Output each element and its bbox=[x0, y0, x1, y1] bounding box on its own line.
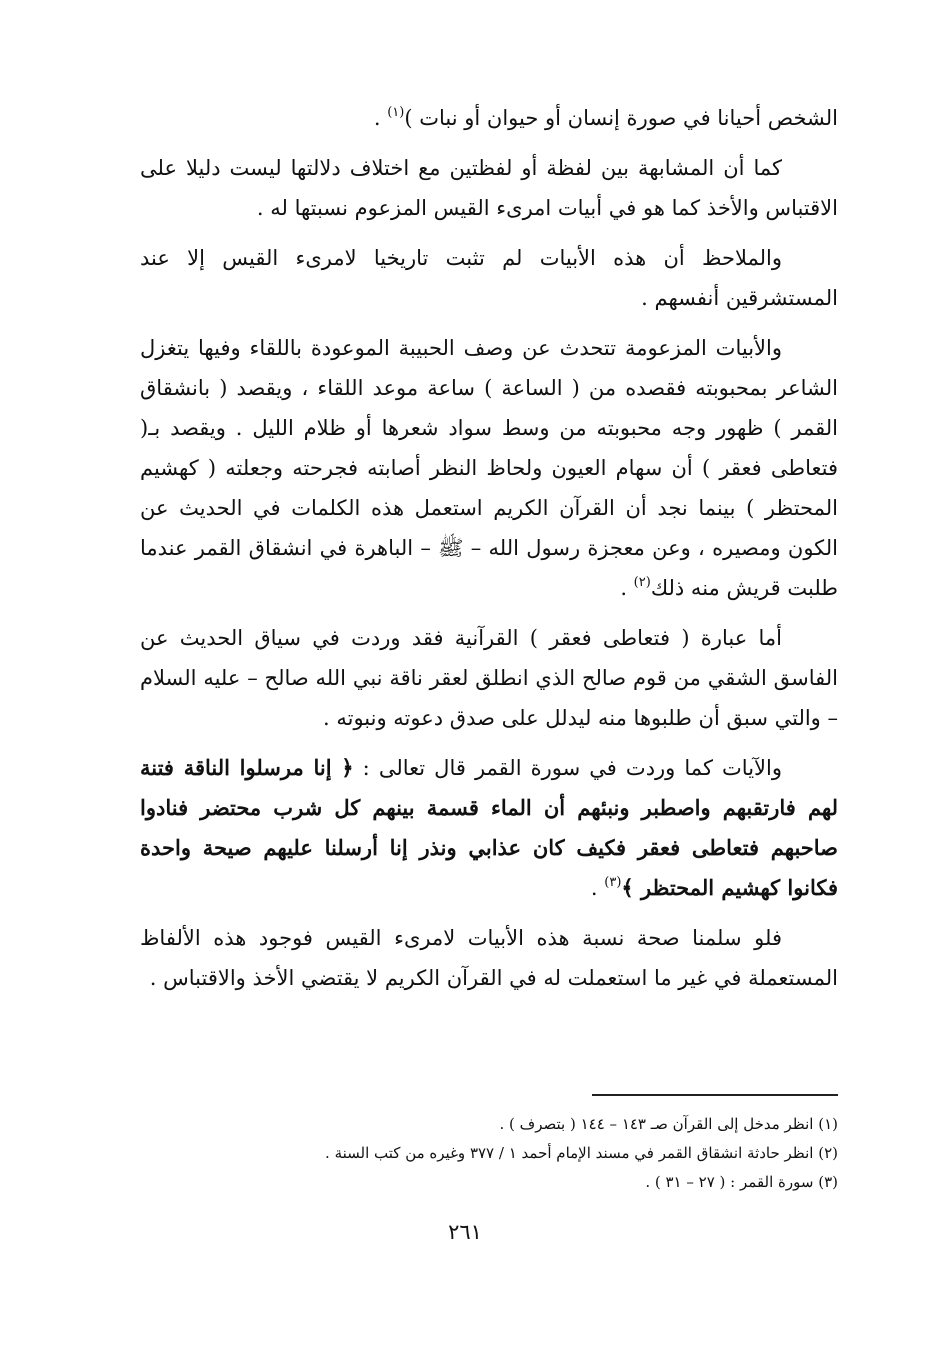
footnote-2: (٢) انظر حادثة انشقاق القمر في مسند الإمام أحمد ١ / ٣٧٧ وغيره من كتب السنة . bbox=[325, 1144, 838, 1162]
footnote-ref-1: (١) bbox=[387, 105, 405, 120]
quran-verse: ﴿ إنا مرسلوا الناقة فتنة لهم فارتقبهم واصطبر ونبئهم أن الماء قسمة بينهم كل شرب محتضر فنادوا صاحبهم فتعاطى فعقر فكيف كان عذابي ونذر إنا أرسلنا عليهم صيحة واحدة فكانوا كهشيم المحتظر ﴾ bbox=[140, 755, 838, 900]
paragraph-1-end: . bbox=[373, 106, 388, 130]
paragraph-1 bbox=[140, 98, 838, 138]
paragraph-4-text: والأبيات المزعومة تتحدث عن وصف الحبيبة الموعودة باللقاء وفيها يتغزل الشاعر بمحبوبته فقصده من ( الساعة ) ساعة موعد اللقاء ، ويقصد ( بانشقاق القمر ) ظهور وجه محبوبته من وسط سواد شعرها أو ظلام الليل . ويقصد بـ( فتعاطى فعقر ) أن سهام العيون ولحاظ النظر أصابته فجرحته وجعلته ( كهشيم المحتظر ) بينما نجد أن القرآن الكريم استعمل هذه الكلمات في الحديث عن الكون ومصيره ، وعن معجزة رسول الله – ﷺ – الباهرة في انشقاق القمر عندما طلبت قريش منه ذلك bbox=[140, 336, 838, 600]
footnotes bbox=[140, 1110, 838, 1197]
paragraph-6-intro: والآيات كما وردت في سورة القمر قال تعالى : bbox=[353, 756, 782, 780]
paragraph-7: فلو سلمنا صحة نسبة هذه الأبيات لامرىء القيس فوجود هذه الألفاظ المستعملة في غير ما استعملت له في القرآن الكريم لا يقتضي الأخذ والاقتباس . bbox=[140, 926, 838, 990]
footnote-ref-2: (٢) bbox=[633, 575, 651, 590]
footnote-ref-3: (٣) bbox=[604, 875, 622, 890]
main-text bbox=[140, 98, 838, 1008]
paragraph-6-end: . bbox=[590, 876, 605, 900]
footnote-1: (١) انظر مدخل إلى القرآن صـ ١٤٣ – ١٤٤ ( بتصرف ) . bbox=[499, 1115, 838, 1133]
footnote-3: (٣) سورة القمر : ( ٢٧ – ٣١ ) . bbox=[645, 1173, 838, 1191]
paragraph-1-text: الشخص أحيانا في صورة إنسان أو حيوان أو نبات ) bbox=[404, 106, 838, 130]
paragraph-4 bbox=[140, 328, 838, 608]
paragraph-4-end: . bbox=[620, 576, 634, 600]
footnote-separator bbox=[592, 1094, 838, 1096]
paragraph-2: كما أن المشابهة بين لفظة أو لفظتين مع اختلاف دلالتها ليست دليلا على الاقتباس والأخذ كما هو في أبيات امرىء القيس المزعوم نسبتها له . bbox=[140, 156, 838, 220]
page-number: ٢٦١ bbox=[448, 1220, 482, 1244]
paragraph-3: والملاحظ أن هذه الأبيات لم تثبت تاريخيا لامرىء القيس إلا عند المستشرقين أنفسهم . bbox=[140, 246, 838, 310]
paragraph-6 bbox=[140, 748, 838, 908]
paragraph-5: أما عبارة ( فتعاطى فعقر ) القرآنية فقد وردت في سياق الحديث عن الفاسق الشقي من قوم صالح الذي انطلق لعقر ناقة نبي الله صالح – عليه السلام – والتي سبق أن طلبوها منه ليدلل على صدق دعوته ونبوته . bbox=[140, 626, 838, 730]
